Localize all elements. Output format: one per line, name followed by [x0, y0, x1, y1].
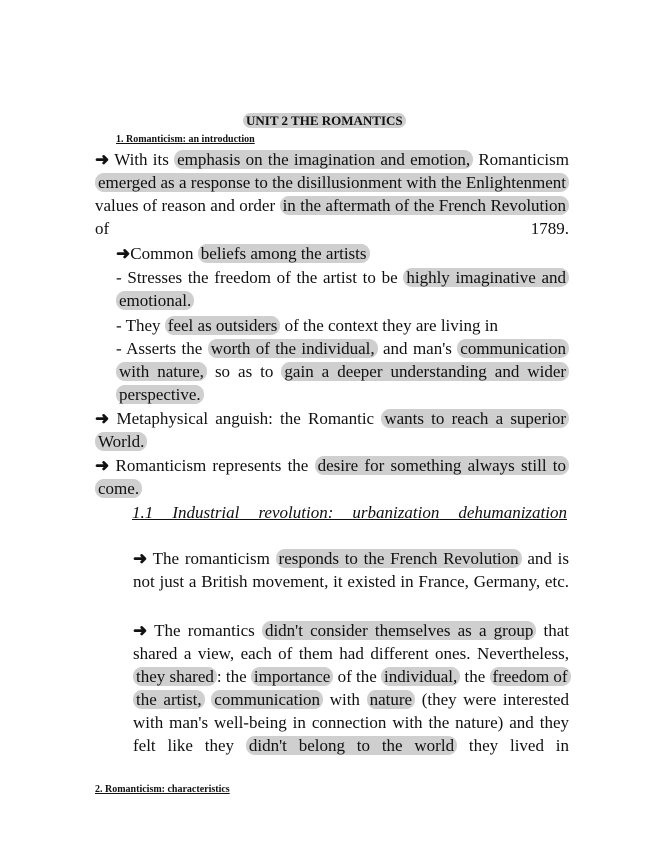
arrow-right-icon: ➜: [116, 244, 131, 263]
bullet-outsiders: - They feel as outsiders of the context they are living in: [116, 316, 498, 335]
page-title: UNIT 2 THE ROMANTICS: [243, 113, 406, 129]
arrow-right-icon: ➜: [95, 150, 110, 169]
subsection-heading-1-1: 1.1 Industrial revolution: urbanization dehumanization: [132, 503, 567, 522]
paragraph-anguish: ➜ Metaphysical anguish: the Romantic wants to reach a superior World.: [95, 407, 569, 453]
beliefs-heading: ➜Common beliefs among the artists: [116, 242, 370, 265]
arrow-right-icon: ➜: [133, 549, 148, 568]
arrow-right-icon: ➜: [133, 621, 148, 640]
arrow-right-icon: ➜: [95, 409, 110, 428]
section-heading-2: 2. Romanticism: characteristics: [95, 784, 230, 795]
paragraph-shared-views: ➜ The romantics didn't consider themselves as a group that shared a view, each of them had different ones. Nevertheless, they shared : the importance of the individual, the freedom of the artist, communication with nature (they were interested with man's well-being in connection with the nature) and they felt like they didn't belong to the world they lived in: [133, 621, 570, 755]
paragraph-desire: ➜ Romanticism represents the desire for something always still to come.: [95, 454, 569, 500]
arrow-right-icon: ➜: [95, 456, 110, 475]
section-heading-1: 1. Romanticism: an introduction: [116, 134, 255, 145]
paragraph-french-revolution: ➜ The romanticism responds to the French Revolution and is not just a British movement, it existed in France, Germany, etc.: [133, 549, 569, 591]
bullet-individual: - Asserts the worth of the individual, and man's communication with nature, so as to gain a deeper understanding and wider perspective.: [116, 337, 569, 406]
paragraph-intro: ➜ With its emphasis on the imagination and emotion, Romanticism emerged as a response to the disillusionment with the Enlightenment values of reason and order in the aftermath of the French Revolution of 1789.: [95, 150, 569, 238]
bullet-freedom: - Stresses the freedom of the artist to be highly imaginative and emotional.: [116, 266, 569, 312]
